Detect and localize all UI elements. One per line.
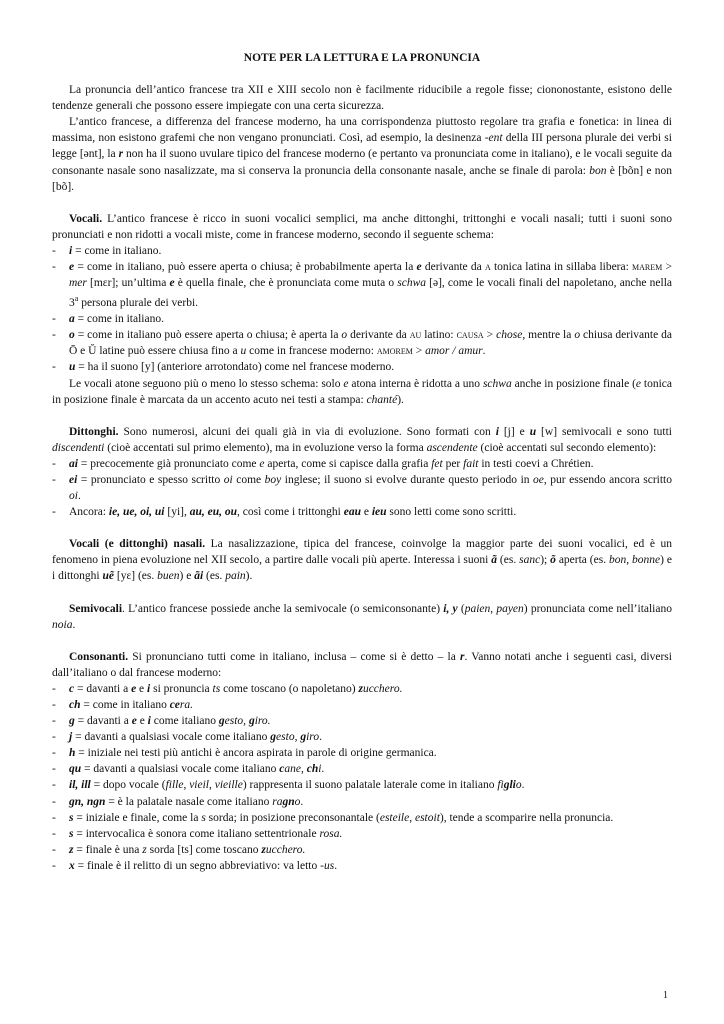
consonante-gn: - gn, ngn = è la palatale nasale come italiano ragno.	[52, 795, 304, 808]
consonante-c: - c = davanti a e e i si pronuncia ts come toscano (o napoletano) zucchero.	[52, 682, 403, 695]
page-title: NOTE PER LA LETTURA E LA PRONUNCIA	[243, 52, 481, 64]
consonanti-intro: Consonanti. Si pronunciano tutti come in italiano, inclusa – come si è detto – la r. Vanno notati anche i seguenti casi, diversi dall’italiano o dal francese moderno:	[52, 650, 672, 679]
nasali-paragraph: Vocali (e dittonghi) nasali. La nasalizzazione, tipica del francese, coinvolge la maggior parte dei suoni vocalici, ed è un fenomeno in piena evoluzione nel XII secolo, a partire dalle vocali più aperte. Interessa i suoni ã (es. sanc); õ aperta (es. bon, bonne) e i dittonghi uẽ [yɛ] (es. buen) e ãi (es. pain).	[52, 538, 672, 583]
page-number: 1	[663, 990, 668, 1001]
vocali-intro: Vocali. L’antico francese è ricco in suoni vocalici semplici, ma anche dittonghi, trittonghi e vocali nasali; tutti i suoni sono pronunciati e non ridotti a vocali miste, come in francese moderno, secondo il seguente schema:	[52, 212, 672, 241]
consonante-s-iniziale: - s = iniziale e finale, come la s sorda; in posizione preconsonantale (esteile, estoit), tende a scomparire nella pronuncia.	[52, 811, 614, 824]
consonante-j: - j = davanti a qualsiasi vocale come italiano gesto, giro.	[52, 731, 322, 744]
intro-paragraph-2: L’antico francese, a differenza del francese moderno, ha una corrispondenza piuttosto regolare tra grafia e fonetica: in linea di massima, non esistono grafemi che non vengano pronunciati. Così, ad esempio, la desinenza -ent della III persona plurale dei verbi si legge [ənt], la r non ha il suono uvulare tipico del francese moderno (e pertanto va pronunciata come in italiano), e le vocali seguite da consonante nasale sono nasalizzate, ma si conserva la pronuncia della consonante nasale, anche se finale di parola: bon è [bõn] e non [bõ].	[52, 116, 672, 193]
consonante-qu: - qu = davanti a qualsiasi vocale come italiano cane, chi.	[52, 763, 325, 776]
dittongo-ei: - ei = pronunciato e spesso scritto oi come boy inglese; il suono si evolve durante questo periodo in oe, pur essendo ancora scritto oi.	[52, 473, 672, 503]
vocali-atone: Le vocali atone seguono più o meno lo stesso schema: solo e atona interna è ridotta a uno schwa anche in posizione finale (e tonica in posizione finale è marcata da un accento acuto nei testi a stampa: chanté).	[52, 377, 673, 406]
consonante-s-intervocalica: - s = intervocalica è sonora come italiano settentrionale rosa.	[52, 827, 343, 840]
vocale-o: - o = come in italiano può essere aperta o chiusa; è aperta la o derivante da au latino: causa > chose, mentre la o chiusa derivante da Ō e Ŭ latine può essere chiusa fino a u come in francese moderno: amorem > amor / amur.	[52, 329, 672, 358]
dittongo-ai: - ai = precocemente già pronunciato come e aperta, come si capisce dalla grafia fet per fait in testi coevi a Chrétien.	[52, 457, 594, 470]
consonante-ch: - ch = come in italiano cera.	[52, 699, 194, 712]
semivocali-paragraph: Semivocali. L’antico francese possiede anche la semivocale (o semiconsonante) i, y (paien, payen) pronunciata come nell’italiano noia.	[52, 602, 672, 631]
vocale-u: - u = ha il suono [y] (anteriore arrotondato) come nel francese moderno.	[52, 361, 395, 374]
consonante-h: - h = iniziale nei testi più antichi è ancora aspirata in parole di origine germanica.	[52, 747, 437, 760]
dittonghi-intro: Dittonghi. Sono numerosi, alcuni dei quali già in via di evoluzione. Sono formati con i [j] e u [w] semivocali e sono tutti discendenti (cioè accentati sul primo elemento), ma in evoluzione verso la forma ascendente (cioè accentati sul secondo elemento):	[52, 425, 672, 454]
consonante-g: - g = davanti a e e i come italiano gesto, giro.	[52, 715, 271, 728]
dittonghi-ancora: - Ancora: ie, ue, oi, ui [yi], au, eu, ou, così come i trittonghi eau e ieu sono letti come sono scritti.	[52, 506, 517, 519]
intro-paragraph-1: La pronuncia dell’antico francese tra XII e XIII secolo non è facilmente riducibile a regole fisse; ciononostante, esistono delle tendenze generali che possono essere impiegate con una certa sicurezza.	[52, 84, 672, 113]
vocale-e: - e = come in italiano, può essere aperta o chiusa; è probabilmente aperta la e derivante da a tonica latina in sillaba libera: marem > mer [mɛr]; un’ultima e è quella finale, che è pronunciata come muta o schwa [ə], come le vocali finali del napoletano, anche nella 3$^a$ persona plurale dei verbi.	[52, 261, 673, 310]
vocale-i: - i = come in italiano.	[52, 244, 162, 257]
consonante-x: - x = finale è il relitto di un segno abbreviativo: va letto -us.	[52, 859, 338, 872]
document-page	[52, 50, 672, 874]
vocale-a: - a = come in italiano.	[52, 313, 164, 326]
consonante-il: - il, ill = dopo vocale (fille, vieil, vieille) rappresenta il suono palatale laterale come in italiano figlio.	[52, 779, 525, 792]
consonante-z: - z = finale è una z sorda [ts] come toscano zucchero.	[52, 843, 306, 856]
